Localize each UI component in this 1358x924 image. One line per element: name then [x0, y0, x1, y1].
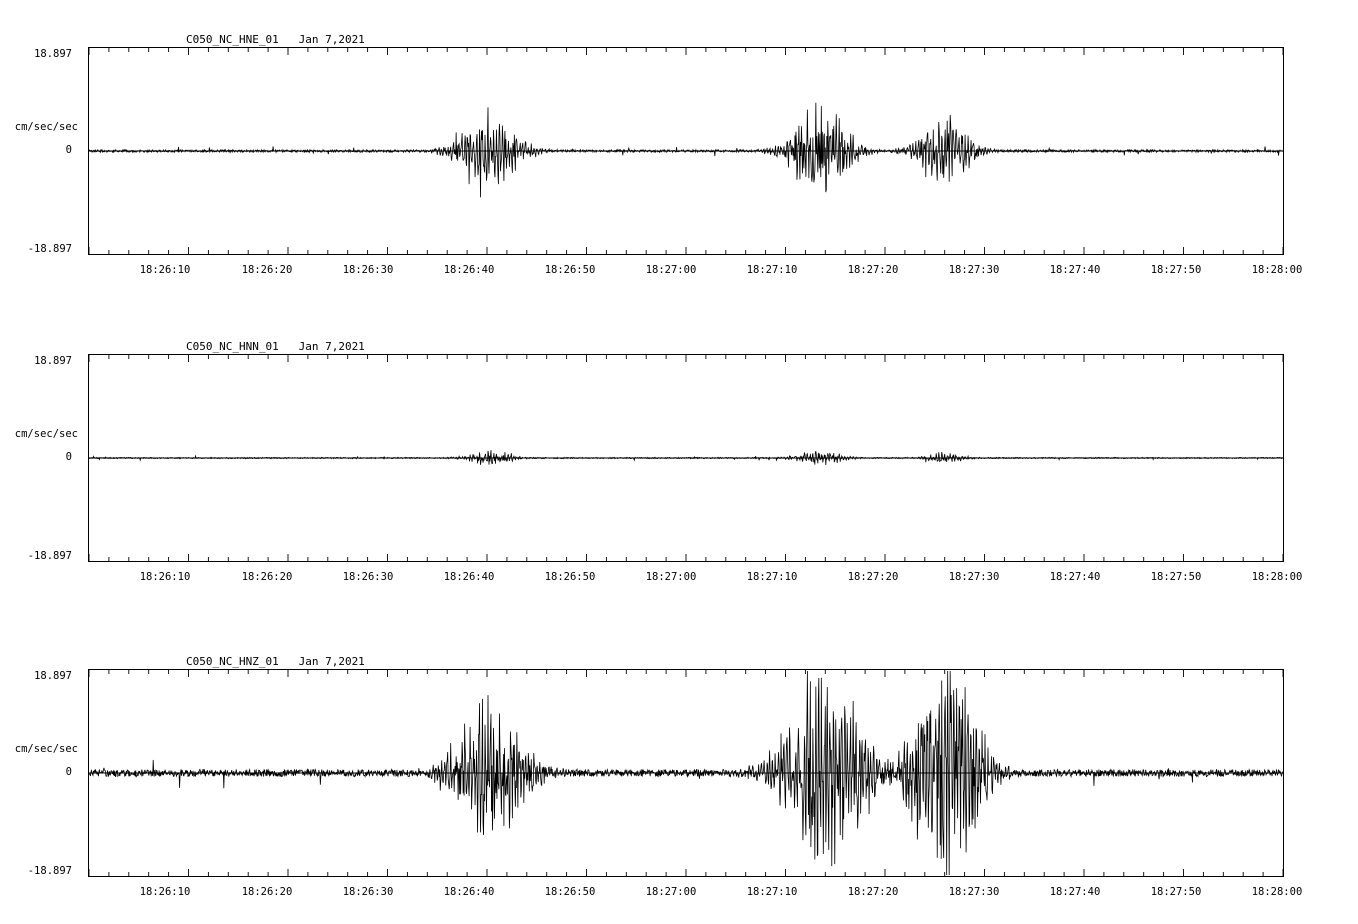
panel-hne-trace [89, 48, 1283, 254]
panel-hnz-xtick-8: 18:27:30 [948, 886, 1000, 898]
panel-hnn-xtick-1: 18:26:20 [241, 571, 293, 583]
panel-hne-plot-area [88, 47, 1284, 255]
panel-hnz-trace [89, 670, 1283, 876]
panel-hnz-ytick-mid: 0 [65, 766, 72, 778]
panel-hne-xtick-4: 18:26:50 [544, 264, 596, 276]
panel-hnn-xtick-5: 18:27:00 [645, 571, 697, 583]
panel-hnz-xtick-9: 18:27:40 [1049, 886, 1101, 898]
panel-hnn-ytick-bot: -18.897 [27, 550, 72, 562]
panel-hne-xtick-10: 18:27:50 [1150, 264, 1202, 276]
panel-hnz-xtick-3: 18:26:40 [443, 886, 495, 898]
panel-hnz-ytick-top: 18.897 [34, 670, 72, 682]
panel-hnz-xtick-0: 18:26:10 [139, 886, 191, 898]
panel-hnn-title: C050_NC_HNN_01 Jan 7,2021 [186, 340, 365, 353]
panel-hne-ytick-bot: -18.897 [27, 243, 72, 255]
panel-hnn [0, 307, 1358, 607]
panel-hnn-xtick-7: 18:27:20 [847, 571, 899, 583]
panel-hnn-units-label: cm/sec/sec [14, 428, 78, 440]
panel-hnn-xtick-0: 18:26:10 [139, 571, 191, 583]
panel-hnz-xtick-11: 18:28:00 [1251, 886, 1303, 898]
panel-hne [0, 0, 1358, 300]
panel-hne-xtick-2: 18:26:30 [342, 264, 394, 276]
panel-hnz-units-label: cm/sec/sec [14, 743, 78, 755]
panel-hne-ytick-top: 18.897 [34, 48, 72, 60]
panel-hnn-ytick-mid: 0 [65, 451, 72, 463]
panel-hnn-xtick-4: 18:26:50 [544, 571, 596, 583]
panel-hnz-ytick-bot: -18.897 [27, 865, 72, 877]
panel-hne-units-label: cm/sec/sec [14, 121, 78, 133]
panel-hnz-plot-area [88, 669, 1284, 877]
panel-hne-xtick-11: 18:28:00 [1251, 264, 1303, 276]
panel-hne-title: C050_NC_HNE_01 Jan 7,2021 [186, 33, 365, 46]
panel-hnn-xtick-8: 18:27:30 [948, 571, 1000, 583]
panel-hnz-xtick-5: 18:27:00 [645, 886, 697, 898]
panel-hnz-xtick-10: 18:27:50 [1150, 886, 1202, 898]
panel-hnz-xtick-6: 18:27:10 [746, 886, 798, 898]
panel-hne-ytick-mid: 0 [65, 144, 72, 156]
panel-hnz-xtick-4: 18:26:50 [544, 886, 596, 898]
panel-hnn-xtick-10: 18:27:50 [1150, 571, 1202, 583]
panel-hnz [0, 614, 1358, 924]
panel-hnn-xtick-6: 18:27:10 [746, 571, 798, 583]
panel-hne-xtick-5: 18:27:00 [645, 264, 697, 276]
panel-hne-xtick-9: 18:27:40 [1049, 264, 1101, 276]
panel-hne-xtick-7: 18:27:20 [847, 264, 899, 276]
panel-hnn-xtick-11: 18:28:00 [1251, 571, 1303, 583]
panel-hnn-plot-area [88, 354, 1284, 562]
panel-hnz-title: C050_NC_HNZ_01 Jan 7,2021 [186, 655, 365, 668]
panel-hnz-xtick-2: 18:26:30 [342, 886, 394, 898]
panel-hnn-xtick-3: 18:26:40 [443, 571, 495, 583]
panel-hne-xtick-8: 18:27:30 [948, 264, 1000, 276]
panel-hnn-trace [89, 355, 1283, 561]
panel-hne-xtick-3: 18:26:40 [443, 264, 495, 276]
panel-hnz-xtick-7: 18:27:20 [847, 886, 899, 898]
panel-hne-xtick-6: 18:27:10 [746, 264, 798, 276]
panel-hnn-xtick-9: 18:27:40 [1049, 571, 1101, 583]
panel-hnn-xtick-2: 18:26:30 [342, 571, 394, 583]
panel-hne-xtick-0: 18:26:10 [139, 264, 191, 276]
panel-hne-xtick-1: 18:26:20 [241, 264, 293, 276]
panel-hnz-xtick-1: 18:26:20 [241, 886, 293, 898]
panel-hnn-ytick-top: 18.897 [34, 355, 72, 367]
